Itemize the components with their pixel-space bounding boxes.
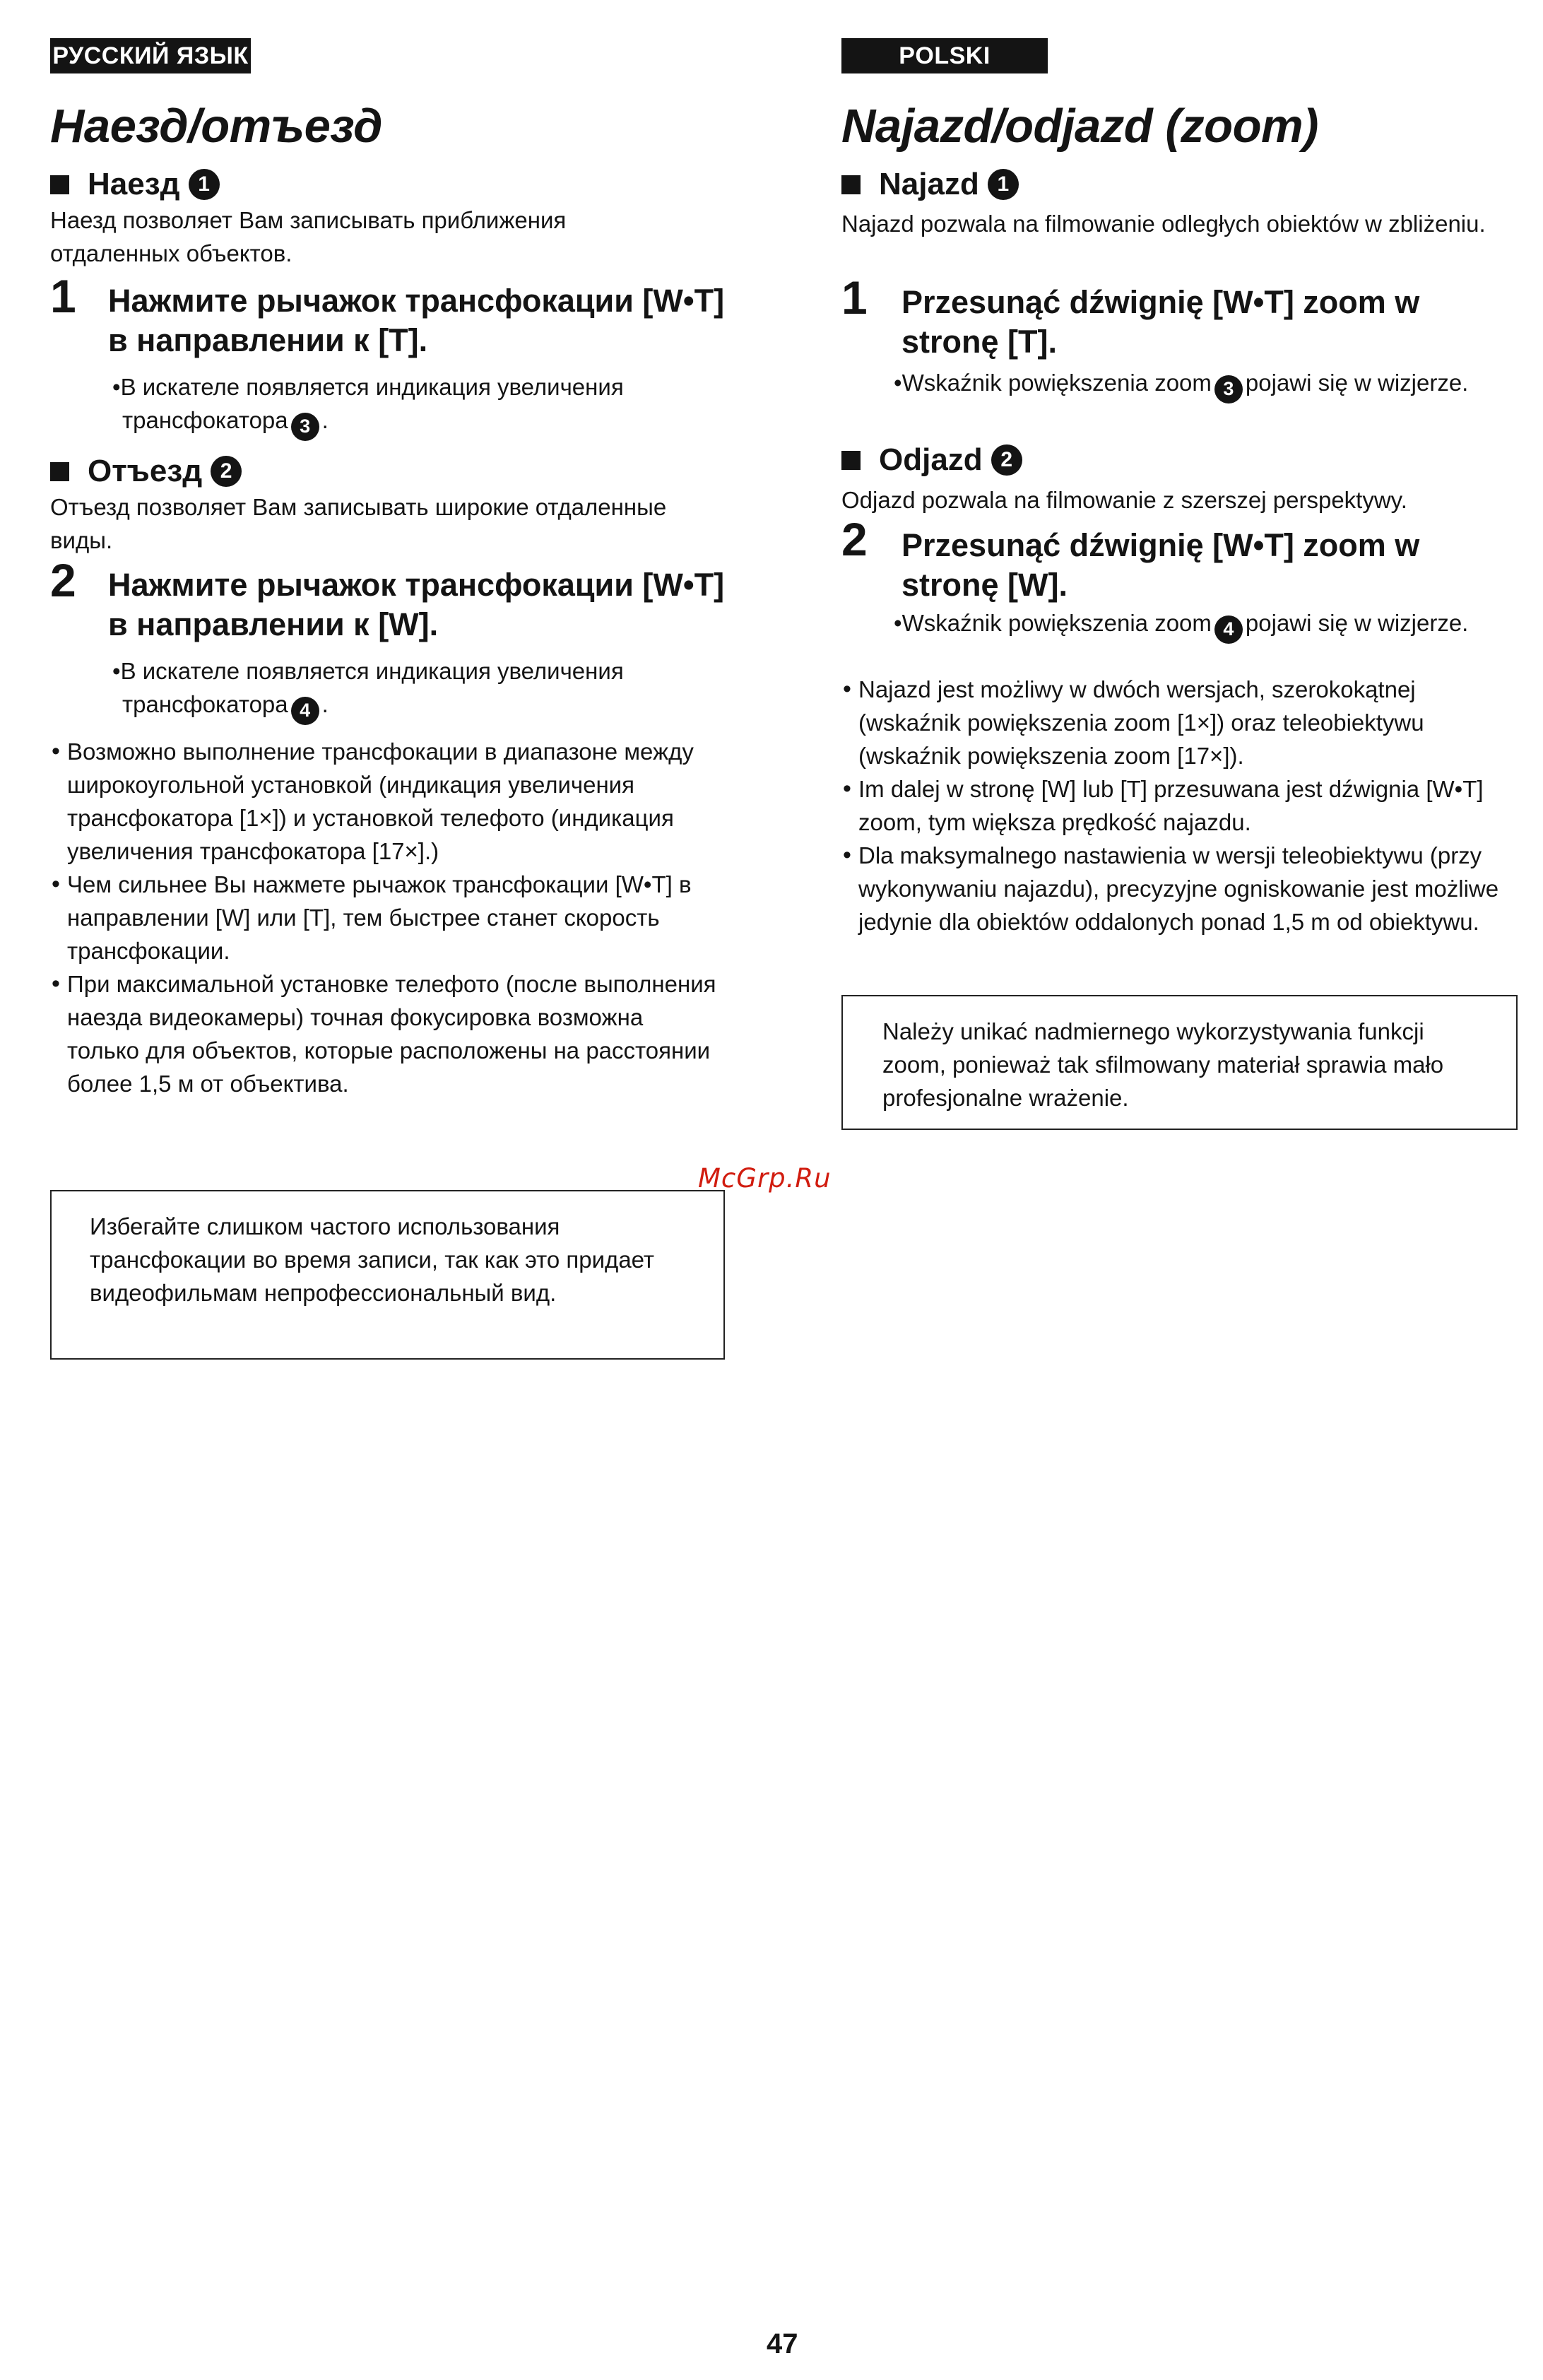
- marker-1-icon: 1: [988, 169, 1019, 200]
- square-bullet-icon: [841, 451, 861, 470]
- step-number: 1: [50, 270, 76, 322]
- square-bullet-icon: [50, 175, 69, 194]
- zoom-in-heading: [841, 167, 1019, 202]
- step-note-text: Wskaźnik powiększenia zoom: [901, 610, 1212, 636]
- section-title: Najazd/odjazd (zoom): [841, 100, 1318, 153]
- square-bullet-icon: [50, 462, 69, 481]
- list-item: • Чем сильнее Вы нажмете рычажок трансфокации [W•T] в направлении [W] или [T], тем быстрее станет скорость трансфокации.: [50, 868, 718, 967]
- step-note-end: .: [321, 691, 329, 717]
- marker-1-icon: 1: [189, 169, 220, 200]
- list-item: • Dla maksymalnego nastawienia w wersji teleobiektywu (przy wykonywaniu najazdu), precyzyjne ogniskowanie jest możliwe jedynie dla obiektów oddalonych ponad 1,5 m od obiektywu.: [841, 839, 1513, 938]
- step-note: •Wskaźnik powiększenia zoom 4 pojawi się w wizjerze.: [904, 606, 1518, 644]
- step-number: 1: [841, 271, 868, 324]
- zoom-in-heading: [50, 167, 220, 202]
- zoom-out-heading-text: Odjazd: [879, 442, 983, 477]
- language-tab: POLSKI: [841, 38, 1048, 73]
- list-item: • Im dalej w stronę [W] lub [T] przesuwana jest dźwignia [W•T] zoom, tym większa prędkość najazdu.: [841, 772, 1513, 839]
- step-note-text: Wskaźnik powiększenia zoom: [901, 370, 1212, 396]
- tips-list: [841, 673, 1513, 938]
- caution-box: Należy unikać nadmiernego wykorzystywania funkcji zoom, ponieważ tak sfilmowany materiał sprawia mało profesjonalne wrażenie.: [841, 995, 1518, 1130]
- square-bullet-icon: [841, 175, 861, 194]
- marker-4-icon: 4: [291, 697, 319, 725]
- step-note: •В искателе появляется индикация увеличения трансфокатора 4 .: [122, 654, 744, 725]
- list-item: • Najazd jest możliwy w dwóch wersjach, szerokokątnej (wskaźnik powiększenia zoom [1×]) oraz teleobiektywu (wskaźnik powiększenia zoom [17×]).: [841, 673, 1513, 772]
- step-note-text: В искателе появляется индикация увеличения трансфокатора: [120, 658, 624, 717]
- zoom-out-description: Отъезд позволяет Вам записывать широкие отдаленные виды.: [50, 494, 667, 553]
- list-item: • При максимальной установке телефото (после выполнения наезда видеокамеры) точная фокусировка возможна только для объектов, которые расположены на расстоянии более 1,5 м от объектива.: [50, 967, 718, 1100]
- language-tab: РУССКИЙ ЯЗЫК: [50, 38, 251, 73]
- zoom-in-heading-text: Najazd: [879, 167, 979, 201]
- step-instruction: Нажмите рычажок трансфокации [W•T] в направлении к [W].: [108, 567, 725, 642]
- page-number: 47: [767, 2328, 798, 2360]
- list-item: • Возможно выполнение трансфокации в диапазоне между широкоугольной установкой (индикация увеличения трансфокатора [1×]) и установкой телефото (индикация увеличения трансфокатора [17×].): [50, 735, 718, 868]
- caution-box: Избегайте слишком частого использования трансфокации во время записи, так как это придает видеофильмам непрофессиональный вид.: [50, 1190, 725, 1360]
- zoom-in-description: Наезд позволяет Вам записывать приближения отдаленных объектов.: [50, 207, 567, 266]
- marker-2-icon: 2: [991, 444, 1022, 476]
- step-note: •Wskaźnik powiększenia zoom 3 pojawi się w wizjerze.: [904, 366, 1518, 403]
- step-number: 2: [50, 554, 76, 606]
- marker-3-icon: 3: [291, 413, 319, 441]
- step-instruction: Przesunąć dźwignię [W•T] zoom w stronę [T].: [901, 284, 1420, 360]
- marker-2-icon: 2: [211, 456, 242, 487]
- step-instruction: Przesunąć dźwignię [W•T] zoom w stronę [W].: [901, 527, 1420, 603]
- marker-3-icon: 3: [1214, 375, 1243, 403]
- zoom-out-description: Odjazd pozwala na filmowanie z szerszej perspektywy.: [841, 487, 1407, 513]
- step-note: •В искателе появляется индикация увеличения трансфокатора 3 .: [122, 370, 744, 441]
- step-note-end: pojawi się w wizjerze.: [1245, 610, 1469, 636]
- section-title: Наезд/отъезд: [50, 100, 383, 153]
- step-number: 2: [841, 513, 868, 565]
- zoom-out-heading-text: Отъезд: [88, 454, 203, 488]
- watermark: McGrp.Ru: [698, 1163, 832, 1194]
- zoom-out-heading: [841, 442, 1022, 478]
- step-note-end: .: [321, 407, 329, 433]
- tips-list: [50, 735, 718, 1100]
- step-note-end: pojawi się w wizjerze.: [1245, 370, 1469, 396]
- marker-4-icon: 4: [1214, 615, 1243, 644]
- zoom-in-description: Najazd pozwala na filmowanie odległych obiektów w zbliżeniu.: [841, 211, 1486, 237]
- step-instruction: Нажмите рычажок трансфокации [W•T] в направлении к [T].: [108, 283, 725, 358]
- step-note-text: В искателе появляется индикация увеличения трансфокатора: [120, 374, 624, 433]
- zoom-out-heading: [50, 454, 242, 489]
- zoom-in-heading-text: Наезд: [88, 167, 180, 201]
